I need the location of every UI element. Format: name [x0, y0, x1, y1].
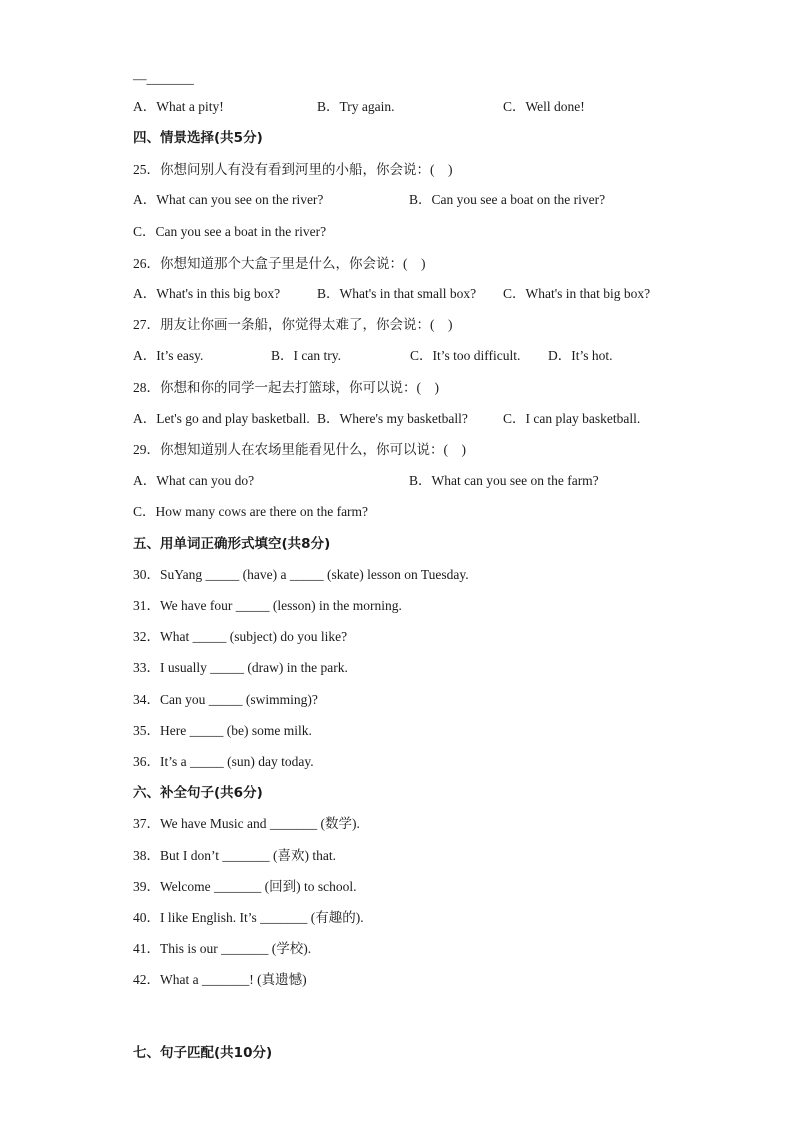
- option-b: B．I can try.: [271, 348, 341, 363]
- fill-blank-item: 30．SuYang _____ (have) a _____ (skate) lesson on Tuesday.: [133, 567, 469, 582]
- fill-blank-item: 32．What _____ (subject) do you like?: [133, 629, 348, 644]
- option-b: B．What's in that small box?: [317, 286, 477, 301]
- complete-sentence-item: 37．We have Music and _______ (数学).: [133, 816, 360, 831]
- option-c: C．I can play basketball.: [503, 411, 641, 426]
- option-c: C．How many cows are there on the farm?: [133, 504, 369, 519]
- section-heading-6: 六、补全句子(共6分): [133, 785, 263, 801]
- answer-blank: —_______: [133, 71, 194, 86]
- option-a: A．What can you see on the river?: [133, 192, 324, 207]
- option-a: A．What's in this big box?: [133, 286, 281, 301]
- question-stem: 28．你想和你的同学一起去打篮球，你可以说：( ): [133, 380, 439, 395]
- fill-blank-item: 35．Here _____ (be) some milk.: [133, 723, 312, 738]
- option-b: B．Try again.: [317, 99, 395, 114]
- complete-sentence-item: 38．But I don’t _______ (喜欢) that.: [133, 848, 336, 863]
- option-c: C．Can you see a boat in the river?: [133, 224, 327, 239]
- fill-blank-item: 31．We have four _____ (lesson) in the morning.: [133, 598, 402, 613]
- option-c: C．It’s too difficult.: [410, 348, 521, 363]
- option-c: C．What's in that big box?: [503, 286, 651, 301]
- section-heading-4: 四、情景选择(共5分): [133, 130, 263, 146]
- question-stem: 27．朋友让你画一条船，你觉得太难了，你会说：( ): [133, 317, 453, 332]
- option-b: B．Where's my basketball?: [317, 411, 468, 426]
- fill-blank-item: 34．Can you _____ (swimming)?: [133, 692, 318, 707]
- question-stem: 26．你想知道那个大盒子里是什么，你会说：( ): [133, 256, 426, 271]
- fill-blank-item: 33．I usually _____ (draw) in the park.: [133, 660, 348, 675]
- complete-sentence-item: 40．I like English. It’s _______ (有趣的).: [133, 910, 364, 925]
- section-heading-5: 五、用单词正确形式填空(共8分): [133, 536, 331, 552]
- option-a: A．Let's go and play basketball.: [133, 411, 310, 426]
- option-a: A．It’s easy.: [133, 348, 204, 363]
- complete-sentence-item: 41．This is our _______ (学校).: [133, 941, 312, 956]
- option-b: B．Can you see a boat on the river?: [409, 192, 606, 207]
- question-stem: 29．你想知道别人在农场里能看见什么，你可以说：( ): [133, 442, 466, 457]
- option-a: A．What can you do?: [133, 473, 255, 488]
- complete-sentence-item: 42．What a _______! (真遗憾): [133, 972, 307, 987]
- option-c: C．Well done!: [503, 99, 585, 114]
- question-stem: 25．你想问别人有没有看到河里的小船，你会说：( ): [133, 162, 453, 177]
- option-a: A．What a pity!: [133, 99, 224, 114]
- option-d: D．It’s hot.: [548, 348, 613, 363]
- complete-sentence-item: 39．Welcome _______ (回到) to school.: [133, 879, 357, 894]
- fill-blank-item: 36．It’s a _____ (sun) day today.: [133, 754, 314, 769]
- section-heading-7: 七、句子匹配(共10分): [133, 1045, 273, 1061]
- option-b: B．What can you see on the farm?: [409, 473, 599, 488]
